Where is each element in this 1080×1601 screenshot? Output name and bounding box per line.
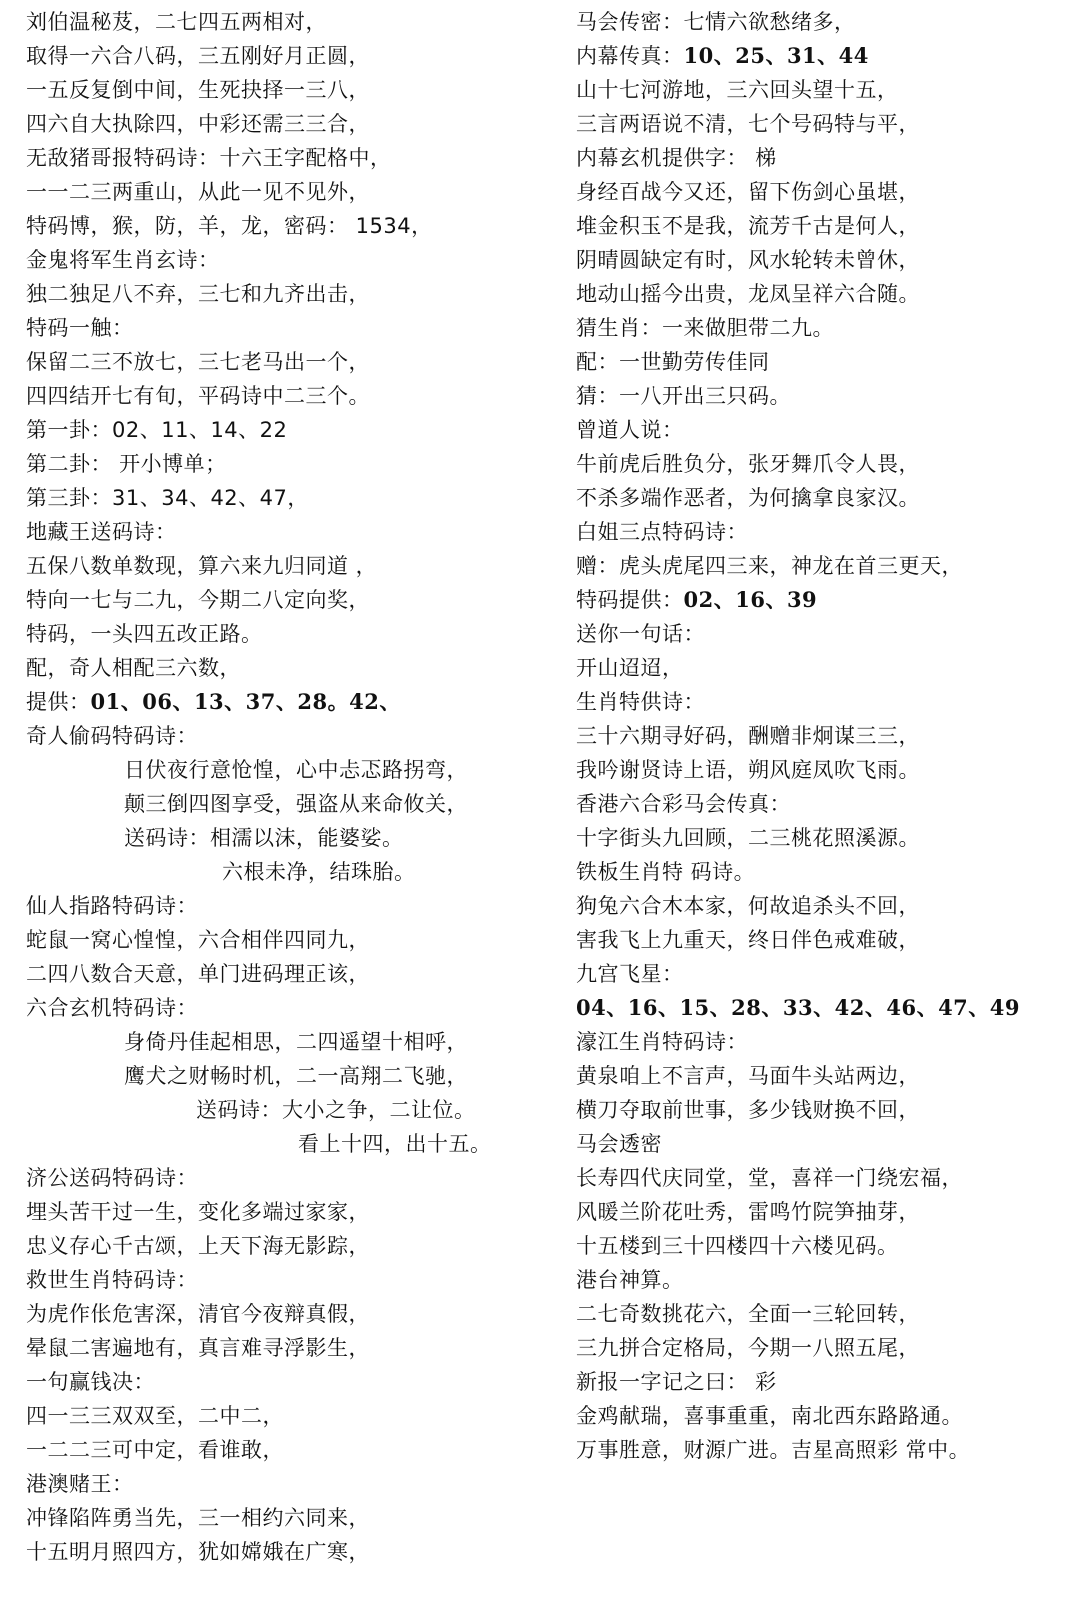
text-line: 长寿四代庆同堂，堂，喜祥一门绕宏福，: [576, 1166, 963, 1190]
text-line: 颠三倒四图享受，强盗从来命攸关，: [124, 792, 468, 816]
text-line: 黄泉咱上不言声，马面牛头站两边，: [576, 1064, 920, 1088]
text-line: 特向一七与二九，今期二八定向奖，: [26, 588, 370, 612]
section-heading: 白姐三点特码诗：: [576, 520, 748, 544]
text-line: 配，奇人相配三六数，: [26, 656, 241, 680]
text-line: 一一二三两重山，从此一见不见外，: [26, 180, 370, 204]
text-line: 马会传密：七情六欲愁绪多，: [576, 10, 856, 34]
text-line: 一五反复倒中间，生死抉择一三八，: [26, 78, 370, 102]
text-line: 身经百战今又还，留下伤剑心虽堪，: [576, 180, 920, 204]
section-heading: 仙人指路特码诗：: [26, 894, 198, 918]
section-heading: 特码一触：: [26, 316, 134, 340]
section-heading: 九宫飞星：: [576, 962, 684, 986]
numbers-value: 04、16、15、28、33、42、46、47、49: [576, 995, 1021, 1020]
text-line: 身倚丹佳起相思，二四遥望十相呼，: [124, 1030, 468, 1054]
text-line: 赠：虎头虎尾四三来，神龙在首三更天，: [576, 554, 963, 578]
text-line: 猜：一八开出三只码。: [576, 384, 791, 408]
numbers-value: 10、25、31、44: [683, 43, 869, 68]
text-line: 取得一六合八码，三五刚好月正圆，: [26, 44, 370, 68]
text-line: 十字街头九回顾，二三桃花照溪源。: [576, 826, 920, 850]
section-heading: 金鬼将军生肖玄诗：: [26, 248, 220, 272]
text-line: 二四八数合天意，单门进码理正该，: [26, 962, 370, 986]
text-line: 风暖兰阶花吐秀，雷鸣竹院笋抽芽，: [576, 1200, 920, 1224]
right-column: [576, 5, 1066, 1467]
section-heading: 香港六合彩马会传真：: [576, 792, 791, 816]
text-line: 牛前虎后胜负分，张牙舞爪令人畏，: [576, 452, 920, 476]
text-line: 第三卦：31、34、42、47，: [26, 486, 309, 510]
section-heading: 地藏王送码诗：: [26, 520, 177, 544]
text-line: 五保八数单数现，算六来九归同道 ，: [26, 554, 378, 578]
section-heading: 曾道人说：: [576, 418, 684, 442]
text-line: 六根未净，结珠胎。: [222, 860, 416, 884]
text-line: 横刀夺取前世事，多少钱财换不回，: [576, 1098, 920, 1122]
text-line: 猜生肖：一来做胆带二九。: [576, 316, 834, 340]
section-heading: 港澳赌王：: [26, 1472, 134, 1496]
section-heading: 六合玄机特码诗：: [26, 996, 198, 1020]
left-column: [26, 5, 546, 1569]
text-line: 四四结开七有旬，平码诗中二三个。: [26, 384, 370, 408]
text-line: 第一卦：02、11、14、22: [26, 418, 288, 442]
section-heading: 奇人偷码特码诗：: [26, 724, 198, 748]
text-line: 特码，一头四五改正路。: [26, 622, 263, 646]
section-heading: 马会透密: [576, 1132, 662, 1156]
text-line: 十五明月照四方，犹如嫦娥在广寒，: [26, 1540, 370, 1564]
section-heading: 一句赢钱决：: [26, 1370, 155, 1394]
section-heading: 港台神算。: [576, 1268, 684, 1292]
text-line: 内幕玄机提供字： 梯: [576, 146, 777, 170]
text-line: 冲锋陷阵勇当先，三一相约六同来，: [26, 1506, 370, 1530]
numbers-value: 01、06、13、37、28。42、: [90, 689, 401, 714]
text-line: 忠义存心千古颂，上天下海无影踪，: [26, 1234, 370, 1258]
text-line: 为虎作伥危害深，清官今夜辩真假，: [26, 1302, 370, 1326]
text-line: 一二二三可中定，看谁敢，: [26, 1438, 284, 1462]
text-line: 蛇鼠一窝心惶惶，六合相伴四同九，: [26, 928, 370, 952]
numbers-value: 02、16、39: [683, 587, 818, 612]
text-line: 新报一字记之曰： 彩: [576, 1370, 777, 1394]
text-line: 埋头苦干过一生，变化多端过家家，: [26, 1200, 370, 1224]
section-heading: 济公送码特码诗：: [26, 1166, 198, 1190]
text-line: 阴晴圆缺定有时，风水轮转未曾休，: [576, 248, 920, 272]
text-line: 看上十四，出十五。: [298, 1132, 492, 1156]
text-line: 特码博，猴，防，羊，龙，密码： 1534，: [26, 214, 433, 238]
section-heading: 救世生肖特码诗：: [26, 1268, 198, 1292]
text-line: 刘伯温秘芨，二七四五两相对，: [26, 10, 327, 34]
numbers-label: 内幕传真：: [576, 44, 684, 68]
text-line: 无敌猪哥报特码诗：十六王字配格中，: [26, 146, 392, 170]
numbers-label: 特码提供：: [576, 588, 684, 612]
text-line: 狗兔六合木本家，何故追杀头不回，: [576, 894, 920, 918]
text-line: 十五楼到三十四楼四十六楼见码。: [576, 1234, 899, 1258]
text-line: 三言两语说不清，七个号码特与平，: [576, 112, 920, 136]
text-line: 三十六期寻好码，酬赠非炯谋三三，: [576, 724, 920, 748]
text-line: 晕鼠二害遍地有，真言难寻浮影生，: [26, 1336, 370, 1360]
text-line: 开山迢迢，: [576, 656, 684, 680]
text-line: 保留二三不放七，三七老马出一个，: [26, 350, 370, 374]
text-line: 独二独足八不弃，三七和九齐出击，: [26, 282, 370, 306]
text-line: 第二卦： 开小博单；: [26, 452, 227, 476]
text-line: 日伏夜行意怆惶，心中忐忑路拐弯，: [124, 758, 468, 782]
text-line: 山十七河游地，三六回头望十五，: [576, 78, 899, 102]
numbers-line: [576, 39, 1066, 73]
text-line: 配：一世勤劳传佳同: [576, 350, 770, 374]
text-line: 四六自大执除四，中彩还需三三合，: [26, 112, 370, 136]
text-line: 送码诗：大小之争，二让位。: [196, 1098, 476, 1122]
section-heading: 濠江生肖特码诗：: [576, 1030, 748, 1054]
numbers-line: [576, 583, 1066, 617]
text-line: 金鸡献瑞，喜事重重，南北西东路路通。: [576, 1404, 963, 1428]
section-heading: 送你一句话：: [576, 622, 705, 646]
text-line: 不杀多端作恶者，为何擒拿良家汉。: [576, 486, 920, 510]
text-line: 万事胜意，财源广进。吉星高照彩 常中。: [576, 1438, 971, 1462]
text-line: 堆金积玉不是我，流芳千古是何人，: [576, 214, 920, 238]
text-line: 三九拼合定格局，今期一八照五尾，: [576, 1336, 920, 1360]
text-line: 我吟谢贤诗上语，朔风庭凤吹飞雨。: [576, 758, 920, 782]
text-line: 二七奇数挑花六，全面一三轮回转，: [576, 1302, 920, 1326]
section-heading: 铁板生肖特 码诗。: [576, 860, 756, 884]
text-line: 送码诗：相濡以沫，能婆娑。: [124, 826, 404, 850]
text-line: 地动山摇今出贵，龙凤呈祥六合随。: [576, 282, 920, 306]
numbers-label: 提供：: [26, 690, 91, 714]
numbers-line: [26, 685, 546, 719]
text-line: 四一三三双双至，二中二，: [26, 1404, 284, 1428]
section-heading: 生肖特供诗：: [576, 690, 705, 714]
text-line: 害我飞上九重天，终日伴色戒难破，: [576, 928, 920, 952]
text-line: 鹰犬之财畅时机，二一高翔二飞驰，: [124, 1064, 468, 1088]
